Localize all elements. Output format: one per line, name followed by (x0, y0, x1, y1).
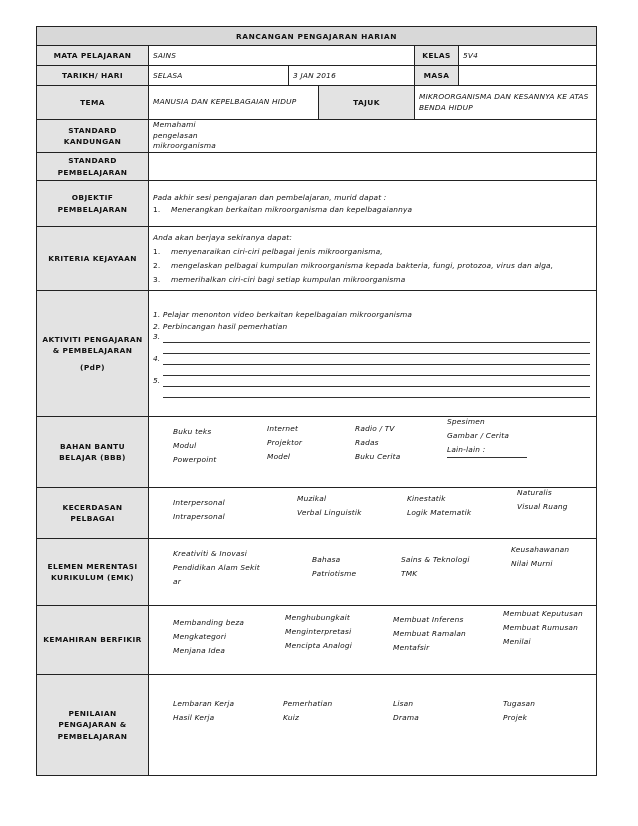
success-criteria-item-3: 3. memerihalkan ciri-ciri bagi setiap kumpulan mikroorganisma (153, 274, 406, 284)
cross-curricular-col-3: Sains & Teknologi TMK (401, 555, 470, 579)
class-value: 5V4 (459, 46, 597, 66)
assessment-col-2: Pemerhatian Kuiz (283, 699, 333, 723)
activity-item-1: 1. Pelajar menonton video berkaitan kepelbagaian mikroorganisma (153, 310, 413, 320)
intelligences-col-4: Naturalis Visual Ruang (517, 488, 568, 512)
intelligences-col-1: Interpersonal Intrapersonal (173, 498, 225, 522)
materials-col-4: Spesimen Gambar / Cerita Lain-lain : (447, 415, 527, 458)
materials-other: Lain-lain : (447, 443, 527, 458)
objective-cell (149, 181, 597, 227)
assessment-col-4: Tugasan Projek (503, 699, 536, 723)
lesson-plan-document (36, 26, 596, 776)
day-value: SELASA (149, 66, 289, 86)
date-value: 3 JAN 2016 (289, 66, 415, 86)
success-criteria-item-2: 2. mengelaskan pelbagai kumpulan mikroorganisma kepada bakteria, fungi, protozoa, virus dan alga, (153, 260, 554, 270)
success-criteria-intro: Anda akan berjaya sekiranya dapat: (153, 232, 292, 242)
activity-item-2: 2. Perbincangan hasil pemerhatian (153, 321, 288, 331)
intelligences-col-2: Muzikal Verbal Linguistik (297, 494, 362, 518)
content-standard-value: Memahami pengelasan mikroorganisma (149, 120, 597, 153)
activities-cell (149, 291, 597, 417)
success-criteria-item-1: 1. menyenaraikan ciri-ciri pelbagai jenis mikroorganisma, (153, 246, 383, 256)
materials-cell (149, 417, 597, 488)
thinking-skills-label: KEMAHIRAN BERFIKIR (37, 606, 149, 675)
activities-label: AKTIVITI PENGAJARAN & PEMBELAJARAN (PdP) (37, 291, 149, 417)
cross-curricular-col-1: Kreativiti & Inovasi Pendidikan Alam Sekit ar (173, 549, 260, 587)
content-standard-label: STANDARD KANDUNGAN (37, 120, 149, 153)
materials-label: BAHAN BANTU BELAJAR (BBB) (37, 417, 149, 488)
objective-item-1: 1. Menerangkan berkaitan mikroorganisma dan kepelbagaiannya (153, 204, 413, 214)
cross-curricular-label: ELEMEN MERENTASI KURIKULUM (EMK) (37, 539, 149, 606)
assessment-label: PENILAIAN PENGAJARAN & PEMBELAJARAN (37, 675, 149, 776)
intelligences-label: KECERDASAN PELBAGAI (37, 488, 149, 539)
thinking-skills-col-4: Membuat Keputusan Membuat Rumusan Menilai (503, 609, 583, 647)
cross-curricular-cell (149, 539, 597, 606)
subject-value: SAINS (149, 46, 415, 66)
document-title: RANCANGAN PENGAJARAN HARIAN (37, 27, 597, 46)
success-criteria-cell (149, 227, 597, 291)
lesson-plan-table (36, 26, 597, 776)
activity-blank-4: 4. (153, 354, 592, 365)
materials-col-2: Internet Projektor Model (267, 424, 303, 462)
cross-curricular-col-2: Bahasa Patriotisme (312, 555, 357, 579)
assessment-cell (149, 675, 597, 776)
theme-label: TEMA (37, 86, 149, 120)
learning-standard-label: STANDARD PEMBELAJARAN (37, 153, 149, 181)
thinking-skills-cell (149, 606, 597, 675)
objective-intro: Pada akhir sesi pengajaran dan pembelajaran, murid dapat : (153, 193, 387, 203)
topic-label: TAJUK (319, 86, 415, 120)
assessment-col-3: Lisan Drama (393, 699, 419, 723)
intelligences-col-3: Kinestatik Logik Matematik (407, 494, 472, 518)
thinking-skills-col-3: Membuat Inferens Membuat Ramalan Mentafsir (393, 615, 466, 653)
thinking-skills-col-2: Menghubungkait Menginterpretasi Mencipta Analogi (285, 613, 352, 651)
cross-curricular-col-4: Keusahawanan Nilai Murni (511, 545, 570, 569)
theme-value: MANUSIA DAN KEPELBAGAIAN HIDUP (149, 86, 319, 120)
class-label: KELAS (415, 46, 459, 66)
subject-label: MATA PELAJARAN (37, 46, 149, 66)
topic-value: MIKROORGANISMA DAN KESANNYA KE ATAS BENDA HIDUP (415, 86, 597, 120)
learning-standard-value (149, 153, 597, 181)
materials-col-3: Radio / TV Radas Buku Cerita (355, 424, 401, 462)
activity-blank-3: 3. (153, 332, 592, 343)
intelligences-cell (149, 488, 597, 539)
date-label: TARIKH/ HARI (37, 66, 149, 86)
time-label: MASA (415, 66, 459, 86)
success-criteria-label: KRITERIA KEJAYAAN (37, 227, 149, 291)
time-value (459, 66, 597, 86)
objective-label: OBJEKTIF PEMBELAJARAN (37, 181, 149, 227)
materials-col-1: Buku teks Modul Powerpoint (173, 427, 217, 465)
assessment-col-1: Lembaran Kerja Hasil Kerja (173, 699, 235, 723)
thinking-skills-col-1: Membanding beza Mengkategori Menjana Idea (173, 618, 245, 656)
activity-blank-5: 5. (153, 376, 592, 387)
